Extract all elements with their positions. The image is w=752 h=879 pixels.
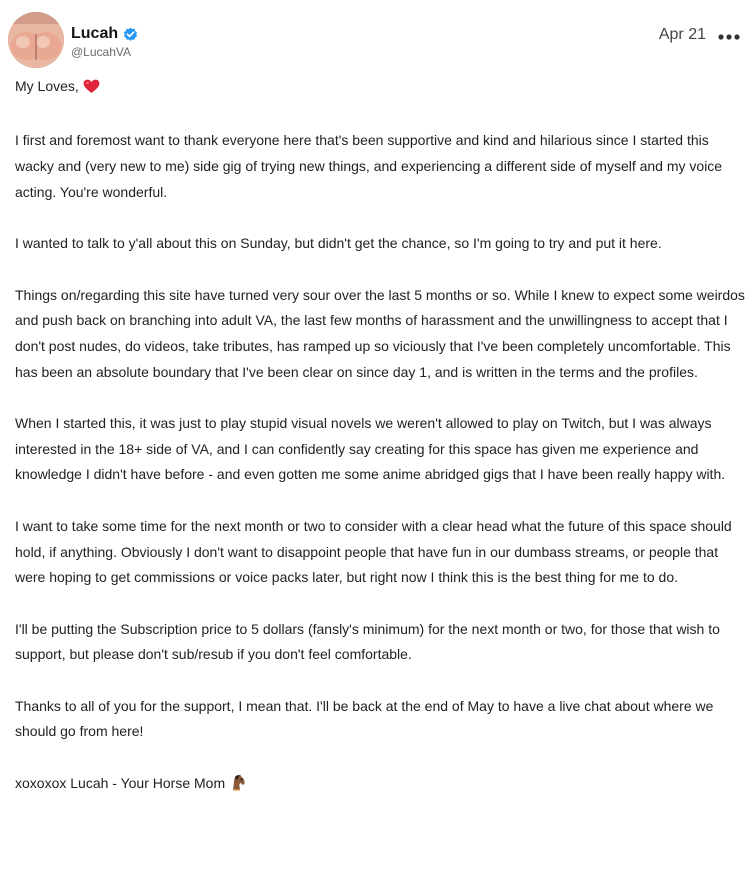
post-date: Apr 21 xyxy=(658,26,706,43)
post-header xyxy=(8,12,744,68)
greeting-text: My Loves, xyxy=(15,78,79,94)
post-paragraph xyxy=(15,74,751,103)
post-paragraph: Thanks to all of you for the support, I mean that. I'll be back at the end of May to have a live chat about where we should go from here! xyxy=(15,697,714,740)
avatar-image xyxy=(8,12,64,68)
post-paragraph: I'll be putting the Subscription price to 5 dollars (fansly's minimum) for the next month or two, for those that wish to support, but please don't sub/resub if you don't feel comfortable. xyxy=(15,620,720,663)
more-options-icon[interactable] xyxy=(718,30,740,42)
post-paragraph xyxy=(15,771,751,800)
author-handle[interactable]: @LucahVA xyxy=(71,45,131,59)
signoff-text: xoxoxox Lucah - Your Horse Mom xyxy=(15,774,226,791)
post-paragraph: I want to take some time for the next month or two to consider with a clear head what the future of this space should hold, if anything. Obviously I don't want to disappoint people that have fun in our dumbass streams, or people that were hoping to get commissions or voice packs later, but right now I think this is the best thing for me to do. xyxy=(15,517,732,586)
post-paragraph: When I started this, it was just to play stupid visual novels we weren't allowed to play on Twitch, but I was always interested in the 18+ side of VA, and I can confidently say creating for this space has given me experience and knowledge I didn't have before - and even gotten me some anime abridged gigs that I have been really happy with. xyxy=(15,415,726,483)
post-paragraph: Things on/regarding this site have turned very sour over the last 5 months or so. While I knew to expect some weirdos and push back on branching into adult VA, the last few months of harassment and the unwillingness to accept that I don't post nudes, do videos, take tributes, has ramped up so viciously that I've been completely uncomfortable. This has been an absolute boundary that I've been clear on since day 1, and is written in the terms and the profiles. xyxy=(15,286,745,380)
author-name-row xyxy=(71,23,138,45)
post-body xyxy=(15,74,751,800)
post-paragraph: I first and foremost want to thank everyone here that's been supportive and kind and hilarious since I started this wacky and (very new to me) side gig of trying new things, and experiencing a different side of myself and my voice acting. You're wonderful. xyxy=(15,132,723,200)
horse-face-icon xyxy=(229,774,246,800)
avatar[interactable] xyxy=(8,12,64,68)
red-heart-icon xyxy=(83,77,100,103)
verified-badge-icon xyxy=(123,27,138,42)
post-paragraph: I wanted to talk to y'all about this on Sunday, but didn't get the chance, so I'm going to try and put it here. xyxy=(15,235,662,252)
author-display-name[interactable]: Lucah xyxy=(71,25,119,42)
